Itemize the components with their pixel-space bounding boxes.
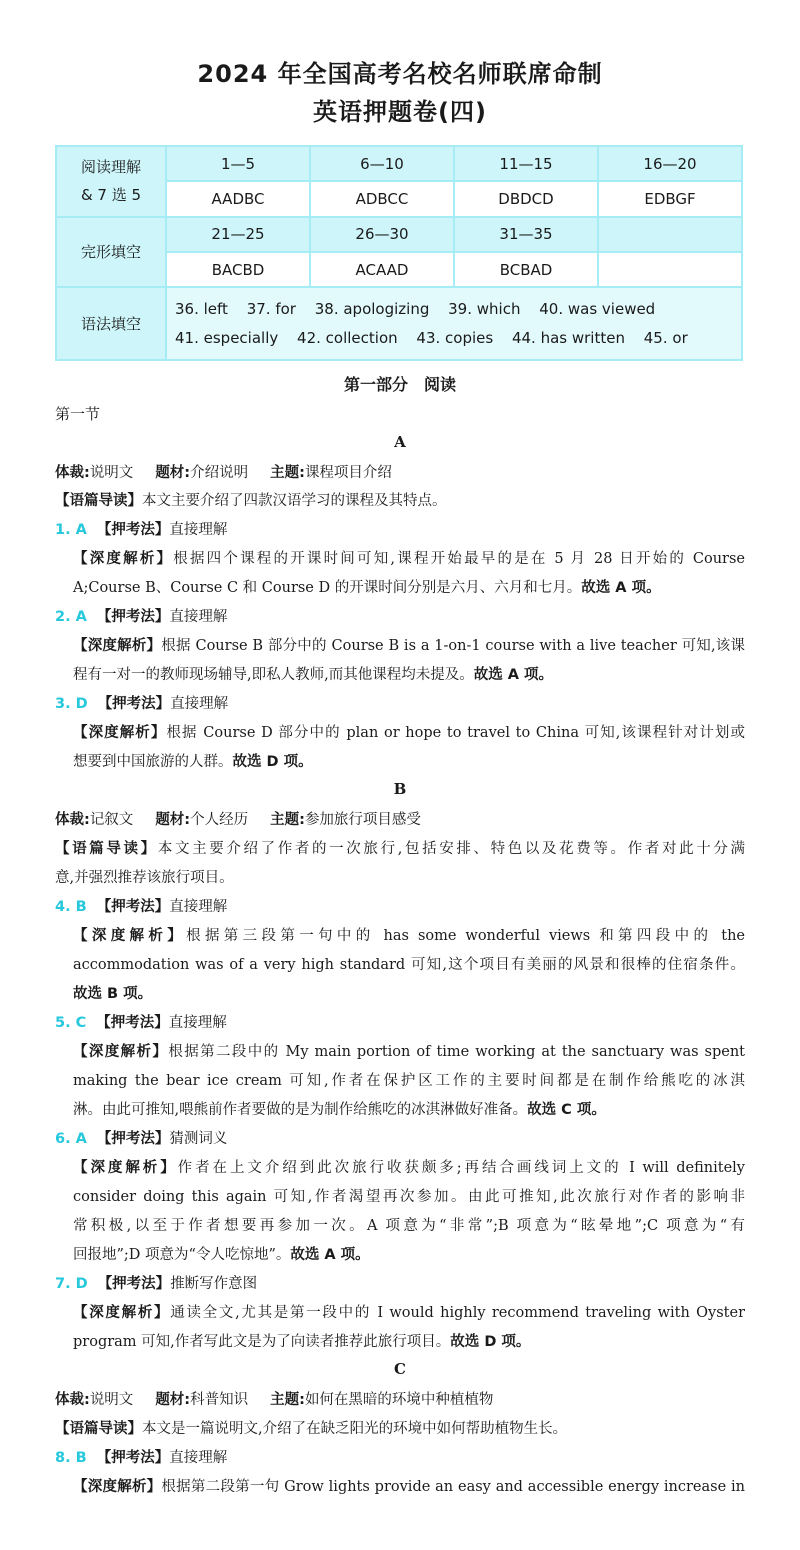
range-cell: 6—10 (310, 146, 454, 181)
range-cell: 26—30 (310, 217, 454, 252)
range-cell: 31—35 (454, 217, 598, 252)
question-3-header: 3. D 【押考法】直接理解 (55, 696, 229, 712)
reading-section-label: 阅读理解 & 7 选 5 (56, 146, 166, 217)
passage-c-guide: 【语篇导读】本文是一篇说明文,介绍了在缺乏阳光的环境中如何帮助植物生长。 (55, 1421, 568, 1437)
question-4-analysis: 【深度解析】根据第三段第一句中的 has some wonderful views 和第四段中的 the (73, 928, 745, 944)
range-cell: 21—25 (166, 217, 310, 252)
answer-cell: ACAAD (310, 252, 454, 287)
answer-cell: BCBAD (454, 252, 598, 287)
passage-a-guide: 【语篇导读】本文主要介绍了四款汉语学习的课程及其特点。 (55, 493, 447, 509)
question-6-analysis: 【深度解析】作者在上文介绍到此次旅行收获颇多;再结合画线词上文的 I will definitely (73, 1160, 745, 1176)
answer-cell: DBDCD (454, 181, 598, 216)
passage-a-info: 体裁:说明文 题材:介绍说明 主题:课程项目介绍 (55, 465, 392, 481)
grammar-section-label: 语法填空 (56, 287, 166, 360)
question-2-analysis: 【深度解析】根据 Course B 部分中的 Course B is a 1-on-1 course with a live teacher 可知,该课 (73, 638, 745, 654)
question-1-header: 1. A 【押考法】直接理解 (55, 522, 228, 538)
question-6-header: 6. A 【押考法】猜测词义 (55, 1131, 228, 1147)
question-5-analysis: 【深度解析】根据第二段中的 My main portion of time working at the sanctuary was spent (73, 1044, 745, 1060)
passage-letter-a: A (394, 433, 406, 451)
part-heading: 第一部分 阅读 (343, 375, 457, 394)
question-7-analysis: 【深度解析】通读全文,尤其是第一段中的 I would highly recommend traveling with Oyster (73, 1305, 745, 1321)
range-cell: 1—5 (166, 146, 310, 181)
answer-cell: AADBC (166, 181, 310, 216)
passage-b-info: 体裁:记叙文 题材:个人经历 主题:参加旅行项目感受 (55, 812, 421, 828)
answer-cell: ADBCC (310, 181, 454, 216)
passage-c-info: 体裁:说明文 题材:科普知识 主题:如何在黑暗的环境中种植植物 (55, 1392, 494, 1408)
answer-cell: EDBGF (598, 181, 742, 216)
passage-letter-c: C (394, 1360, 406, 1378)
question-1-analysis: 【深度解析】根据四个课程的开课时间可知,课程开始最早的是在 5 月 28 日开始的 Course (73, 551, 745, 567)
passage-b-guide: 【语篇导读】本文主要介绍了作者的一次旅行,包括安排、特色以及花费等。作者对此十分满 (55, 841, 745, 857)
grammar-answers (166, 287, 742, 360)
exam-subtitle: 英语押题卷(四) (313, 98, 487, 126)
answer-cell: BACBD (166, 252, 310, 287)
passage-letter-b: B (393, 780, 407, 798)
section-heading: 第一节 (55, 405, 101, 423)
cloze-section-label: 完形填空 (56, 217, 166, 288)
empty-cell (598, 252, 742, 287)
question-4-header: 4. B 【押考法】直接理解 (55, 899, 228, 915)
grammar-line-2: 41. especially 42. collection 43. copies 44. has written 45. or (175, 328, 688, 347)
question-5-header: 5. C 【押考法】直接理解 (55, 1015, 227, 1031)
question-2-header: 2. A 【押考法】直接理解 (55, 609, 228, 625)
grammar-line-1: 36. left 37. for 38. apologizing 39. which 40. was viewed (175, 299, 656, 318)
question-8-analysis: 【深度解析】根据第二段第一句 Grow lights provide an easy and accessible energy increase in (73, 1479, 745, 1495)
range-cell: 11—15 (454, 146, 598, 181)
question-3-analysis: 【深度解析】根据 Course D 部分中的 plan or hope to travel to China 可知,该课程针对计划或 (73, 725, 745, 741)
empty-cell (598, 217, 742, 252)
exam-title: 2024 年全国高考名校名师联席命制 (197, 60, 603, 88)
range-cell: 16—20 (598, 146, 742, 181)
question-8-header: 8. B 【押考法】直接理解 (55, 1450, 228, 1466)
question-7-header: 7. D 【押考法】推断写作意图 (55, 1276, 258, 1292)
answer-key-page: 2024 年全国高考名校名师联席命制 英语押题卷(四) 阅读理解 & 7 选 5 1—5 6—10 11—15 16—20 AADBC ADBCC DBDCD EDBGF 完形填空 21—25 26—30 31—35 BACBD ACAAD BCBAD 语法填空 36. left 37. for 38. apologizing 39. which 40. was viewed 41. especially 42. collection 43. copies 44. has written 45. or 第一部分 阅读 第一节 A 体裁:说明文 题材:介绍说明 主题:课程项目介绍 【语篇导读】本文主要介绍了四款汉语学习的课程及其特点。 1. A 【押考法】直接理解 【深度解析】根据四个课程的开课时间可知,课程开始最早的是在 5 月 28 日开始的 Course A;Course B、Course C 和 Course D 的开课时间分别是六月、六月和七月。故选 A 项。 2. A 【押考法】直接理解 【深度解析】根据 Course B 部分中的 Course B is a 1-on-1 course with a live teacher 可知,该课 程有一对一的教师现场辅导,即私人教师,而其他课程均未提及。故选 A 项。 3. D 【押考法】直接理解 【深度解析】根据 Course D 部分中的 plan or hope to travel to China 可知,该课程针对计划或 想要到中国旅游的人群。故选 D 项。 B 体裁:记叙文 题材:个人经历 主题:参加旅行项目感受 【语篇导读】本文主要介绍了作者的一次旅行,包括安排、特色以及花费等。作者对此十分满 意,并强烈推荐该旅行项目。 4. B 【押考法】直接理解 【深度解析】根据第三段第一句中的 has some wonderful views 和第四段中的 the accommodation was of a very high standard 可知,这个项目有美丽的风景和很棒的住宿条件。 故选 B 项。 5. C 【押考法】直接理解 【深度解析】根据第二段中的 My main portion of time working at the sanctuary was spent making the bear ice cream 可知,作者在保护区工作的主要时间都是在制作给熊吃的冰淇 淋。由此可推知,喂熊前作者要做的是为制作给熊吃的冰淇淋做好准备。故选 C 项。 6. A 【押考法】猜测词义 【深度解析】作者在上文介绍到此次旅行收获颇多;再结合画线词上文的 I will definitely consider doing this again 可知,作者渴望再次参加。由此可推知,此次旅行对作者的影响非 常积极,以至于作者想要再参加一次。A 项意为“非常”;B 项意为“眩晕地”;C 项意为“有 回报地”;D 项意为“令人吃惊地”。故选 A 项。 7. D 【押考法】推断写作意图 【深度解析】通读全文,尤其是第一段中的 I would highly recommend traveling with Oyster program 可知,作者写此文是为了向读者推荐此旅行项目。故选 D 项。 C 体裁:说明文 题材:科普知识 主题:如何在黑暗的环境中种植植物 【语篇导读】本文是一篇说明文,介绍了在缺乏阳光的环境中如何帮助植物生长。 8. B 【押考法】直接理解 【深度解析】根据第二段第一句 Grow lights provide an easy and accessible energy increase in (0, 0, 800, 1550)
answer-table (55, 145, 743, 361)
